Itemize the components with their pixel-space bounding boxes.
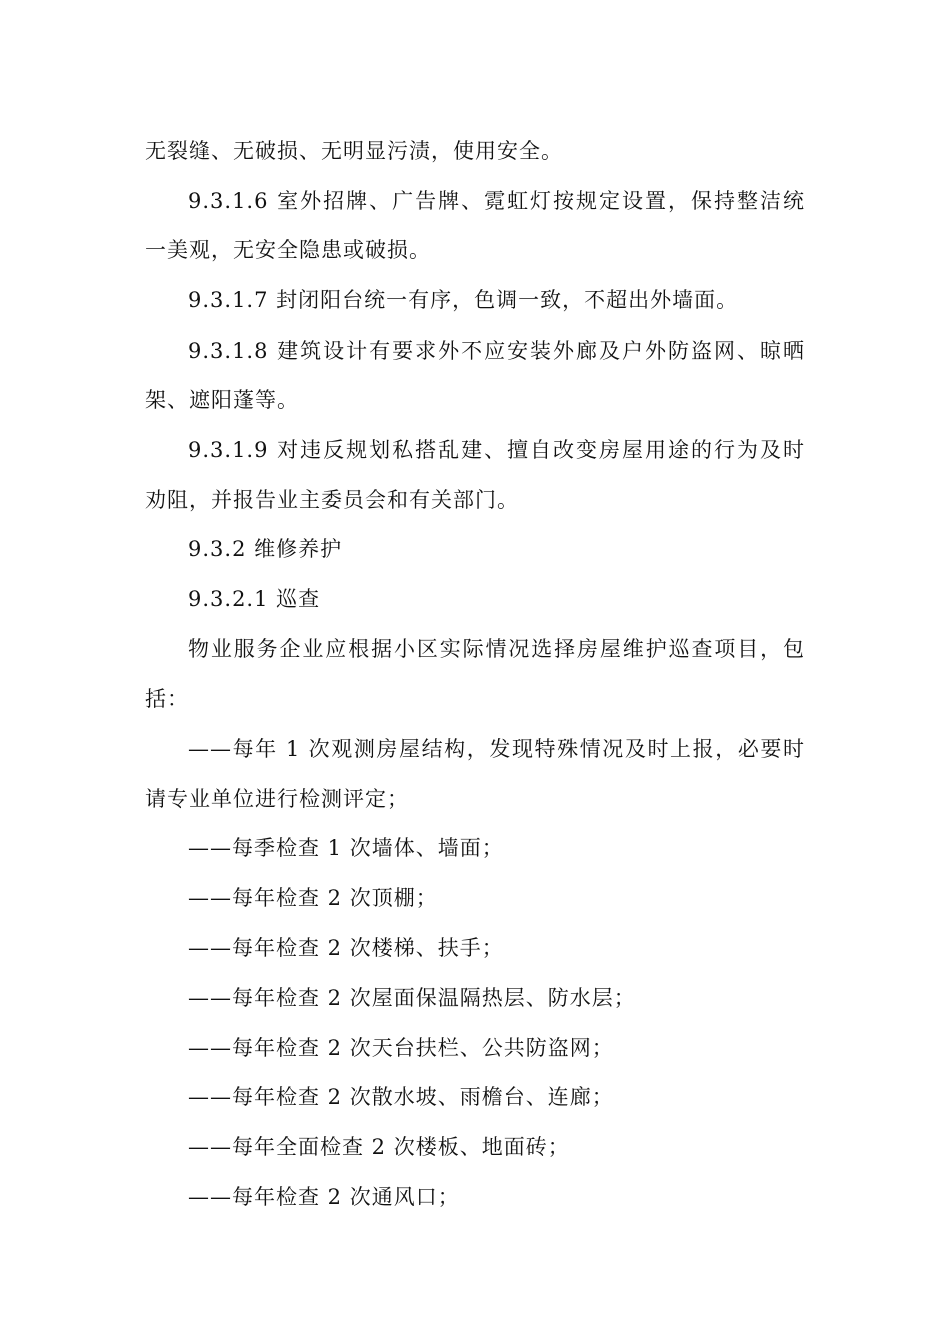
list-item: ——每年检查 2 次通风口； — [188, 1185, 460, 1209]
list-item: ——每季检查 1 次墙体、墙面； — [188, 836, 504, 860]
text-line: 无裂缝、无破损、无明显污渍，使用安全。 — [145, 139, 563, 163]
text-line: 物业服务企业应根据小区实际情况选择房屋维护巡查项目，包 — [188, 637, 805, 661]
list-item: ——每年检查 2 次天台扶栏、公共防盗网； — [188, 1036, 614, 1060]
list-item-continuation: 请专业单位进行检测评定； — [145, 787, 409, 811]
text-line: 一美观，无安全隐患或破损。 — [145, 238, 431, 262]
text-line: 9.3.1.6 室外招牌、广告牌、霓虹灯按规定设置，保持整洁统 — [188, 189, 805, 213]
list-item: ——每年检查 2 次屋面保温隔热层、防水层； — [188, 986, 636, 1010]
list-item: ——每年检查 2 次顶棚； — [188, 886, 438, 910]
text-line: 9.3.1.8 建筑设计有要求外不应安装外廊及户外防盗网、晾晒 — [188, 339, 805, 363]
text-line: 括： — [145, 687, 189, 711]
section-heading: 9.3.2 维修养护 — [188, 537, 343, 561]
list-item: ——每年检查 2 次散水坡、雨檐台、连廊； — [188, 1085, 614, 1109]
list-item: ——每年 1 次观测房屋结构，发现特殊情况及时上报，必要时 — [188, 737, 805, 761]
text-line: 9.3.1.7 封闭阳台统一有序，色调一致，不超出外墙面。 — [188, 288, 739, 312]
list-item: ——每年检查 2 次楼梯、扶手； — [188, 936, 504, 960]
text-line: 9.3.1.9 对违反规划私搭乱建、擅自改变房屋用途的行为及时 — [188, 438, 805, 462]
text-line: 架、遮阳蓬等。 — [145, 388, 299, 412]
section-heading: 9.3.2.1 巡查 — [188, 587, 321, 611]
text-line: 劝阻，并报告业主委员会和有关部门。 — [145, 488, 519, 512]
list-item: ——每年全面检查 2 次楼板、地面砖； — [188, 1135, 570, 1159]
